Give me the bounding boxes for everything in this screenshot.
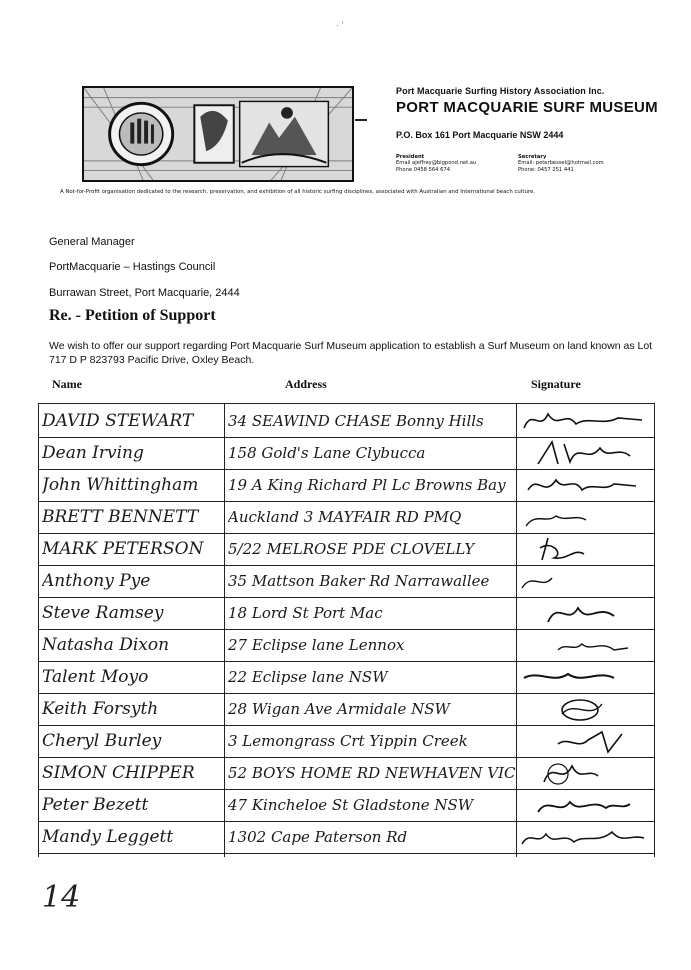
signature (518, 565, 655, 597)
table-rule (38, 853, 655, 854)
museum-logo (82, 86, 354, 182)
signer-address: 18 Lord St Port Mac (228, 604, 383, 622)
signer-address: 27 Eclipse lane Lennox (228, 636, 405, 654)
signer-address: 47 Kincheloe St Gladstone NSW (228, 796, 474, 814)
signature (518, 533, 655, 565)
table-rule (38, 789, 655, 790)
logo-mark-dash (355, 119, 367, 121)
museum-name: PORT MACQUARIE SURF MUSEUM (396, 99, 658, 116)
signature (518, 725, 655, 757)
table-row (38, 693, 655, 725)
signature (518, 661, 655, 693)
table-row (38, 565, 655, 597)
table-rule (38, 661, 655, 662)
signer-name: John Whittingham (42, 475, 199, 495)
signer-name: BRETT BENNETT (42, 507, 199, 527)
signature (518, 757, 655, 789)
signer-address: 5/22 MELROSE PDE CLOVELLY (228, 540, 475, 558)
table-row (38, 757, 655, 789)
table-row (38, 629, 655, 661)
table-rule (38, 469, 655, 470)
organisation-tagline: A Not-for-Profit organisation dedicated to the research, preservation, and exhibition of all historic surfing disciplines, associated with Australian and International beach culture. (60, 189, 536, 195)
page-number: 14 (42, 880, 81, 915)
president-phone: Phone 0458 564 674 (396, 166, 451, 173)
signer-address: 22 Eclipse lane NSW (228, 668, 388, 686)
table-rule (38, 533, 655, 534)
signature (518, 437, 655, 469)
table-rule (38, 437, 655, 438)
secretary-contact (518, 154, 604, 173)
signer-name: Steve Ramsey (42, 603, 164, 623)
association-name: Port Macquarie Surfing History Association Inc. (396, 86, 605, 96)
signer-address: Auckland 3 MAYFAIR RD PMQ (228, 508, 462, 526)
secretary-email: Email: peterbessel@hotmail.com (518, 160, 604, 167)
signer-address: 34 SEAWIND CHASE Bonny Hills (228, 412, 484, 430)
signer-name: Peter Bezett (42, 795, 149, 815)
signer-name: Natasha Dixon (42, 635, 170, 655)
table-rule (38, 597, 655, 598)
signer-address: 28 Wigan Ave Armidale NSW (228, 700, 450, 718)
petition-title: Re. - Petition of Support (49, 307, 216, 324)
signer-name: SIMON CHIPPER (42, 763, 195, 783)
table-rule (38, 629, 655, 630)
signer-name: Mandy Leggett (42, 827, 174, 847)
table-row (38, 789, 655, 821)
table-rule (38, 693, 655, 694)
signature (518, 405, 655, 437)
president-email: Email ajeffrey@bigpond.net.au (396, 160, 477, 167)
signature (518, 821, 655, 853)
signer-name: MARK PETERSON (42, 539, 204, 559)
signer-address: 35 Mattson Baker Rd Narrawallee (228, 572, 490, 590)
signer-name: Keith Forsyth (42, 699, 159, 719)
signature (518, 501, 655, 533)
column-header-name: Name (52, 377, 82, 391)
signer-address: 19 A King Richard Pl Lc Browns Bay (228, 476, 506, 494)
signature-table (38, 403, 655, 857)
table-row (38, 501, 655, 533)
table-row (38, 661, 655, 693)
signer-name: DAVID STEWART (42, 411, 194, 431)
table-rule (38, 403, 655, 404)
signer-address: 52 BOYS HOME RD NEWHAVEN VIC (228, 764, 516, 782)
postal-address: P.O. Box 161 Port Macquarie NSW 2444 (396, 130, 564, 140)
signer-address: 158 Gold's Lane Clybucca (228, 444, 426, 462)
column-header-address: Address (285, 377, 327, 391)
table-row (38, 533, 655, 565)
secretary-phone: Phone: 0457 251 441 (518, 166, 574, 173)
table-rule (38, 757, 655, 758)
signature (518, 629, 655, 661)
table-row (38, 597, 655, 629)
table-row (38, 725, 655, 757)
president-role: President (396, 154, 425, 160)
recipient-line-1: General Manager (49, 236, 135, 248)
recipient-line-3: Burrawan Street, Port Macquarie, 2444 (49, 287, 240, 299)
petition-intro: We wish to offer our support regarding Port Macquarie Surf Museum application to establish a Surf Museum on land known as Lot 717 D P 823793 Pacific Drive, Oxley Beach. (49, 340, 653, 366)
signer-name: Dean Irving (42, 443, 144, 463)
signer-address: 3 Lemongrass Crt Yippin Creek (228, 732, 468, 750)
table-row (38, 469, 655, 501)
signer-name: Cheryl Burley (42, 731, 162, 751)
table-row (38, 437, 655, 469)
signer-name: Anthony Pye (42, 571, 151, 591)
table-rule (38, 565, 655, 566)
president-contact (396, 154, 476, 173)
table-row (38, 405, 655, 437)
signature (518, 469, 655, 501)
table-rule (38, 501, 655, 502)
signer-name: Talent Moyo (42, 667, 149, 687)
signature (518, 597, 655, 629)
signer-address: 1302 Cape Paterson Rd (228, 828, 408, 846)
table-rule (38, 821, 655, 822)
signature (518, 789, 655, 821)
signature (518, 693, 655, 725)
table-row (38, 821, 655, 853)
recipient-line-2: PortMacquarie – Hastings Council (49, 261, 216, 273)
secretary-role: Secretary (518, 154, 547, 160)
column-header-signature: Signature (531, 377, 581, 391)
table-rule (38, 725, 655, 726)
scan-artifact: · ʻ (336, 20, 344, 30)
